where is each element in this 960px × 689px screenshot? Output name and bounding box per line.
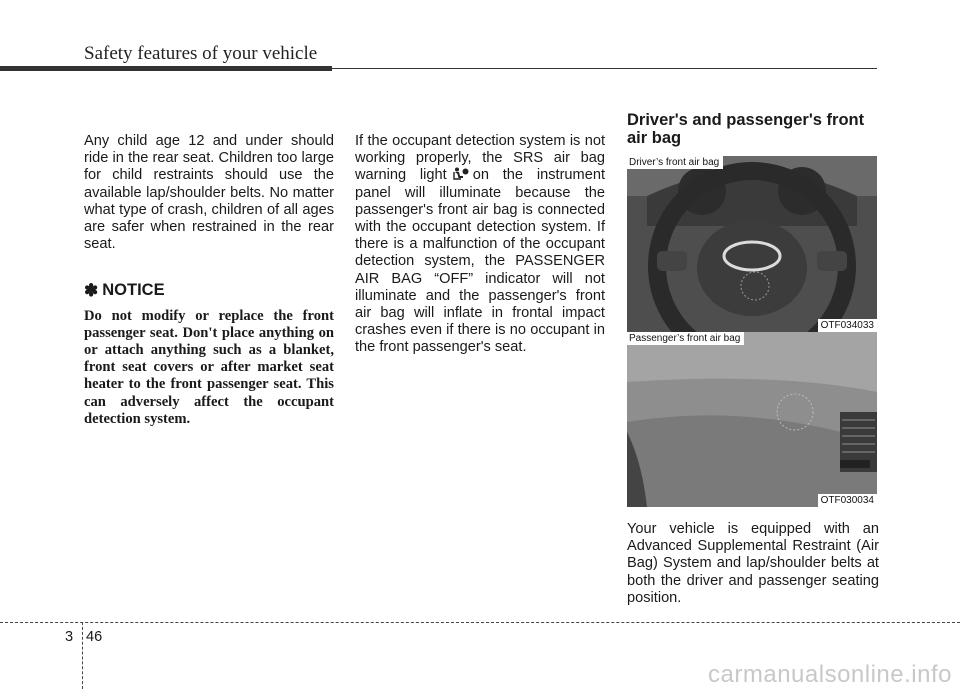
column-middle (355, 133, 605, 357)
paragraph-text-start: If the occupant detection system is not working properly, the SRS air bag warning light (355, 133, 605, 184)
notice-heading (84, 282, 334, 299)
watermark: carmanualsonline.info (708, 661, 952, 688)
passenger-airbag-photo (627, 332, 877, 507)
driver-airbag-label: Driver’s front air bag (627, 156, 723, 169)
page-number: 46 (86, 629, 103, 645)
chapter-number: 3 (65, 629, 74, 645)
column-right-text (627, 521, 879, 607)
passenger-airbag-label: Passenger’s front air bag (627, 332, 744, 345)
notice-symbol-icon: ✽ (84, 281, 99, 301)
column-left (84, 133, 334, 428)
header-rule (0, 66, 877, 71)
photo1-code: OTF034033 (818, 319, 877, 332)
page-header-title: Safety features of your vehicle (84, 43, 318, 64)
occupant-detection-paragraph (355, 133, 605, 357)
airbag-warning-icon (451, 167, 469, 181)
photo2-code: OTF030034 (818, 494, 877, 507)
child-seating-paragraph: Any child age 12 and under should ride in the rear seat. Children too large for child restraints should use the available lap/shoulder belts. No matter what type of crash, children of all ages are safer when restrained in the rear seat. (84, 133, 334, 253)
notice-body: Do not modify or replace the front passenger seat. Don't place anything on or attach anything such as a blanket, front seat covers or after market seat heater to the front passenger seat. This can adversely affect the occupant detection system. (84, 307, 334, 427)
paragraph-text-end: on the instrument panel will illuminate because the passenger's front air bag is connected with the occupant detection system. If there is a malfunction of the occupant detection system, the PASSENGER AIR BAG “OFF” indicator will not illuminate and the passenger's front air bag will inflate in frontal impact crashes even if there is no occupant in the front passenger's seat. (355, 167, 605, 356)
section-title: Driver's and passenger's front air bag (627, 111, 865, 147)
driver-airbag-photo (627, 156, 877, 332)
notice-title: NOTICE (102, 281, 165, 300)
airbag-system-paragraph: Your vehicle is equipped with an Advanced Supplemental Restraint (Air Bag) System and lap/shoulder belts at both the driver and passenger seating position. (627, 521, 879, 606)
footer-rule (0, 622, 960, 623)
footer-divider (82, 622, 83, 689)
